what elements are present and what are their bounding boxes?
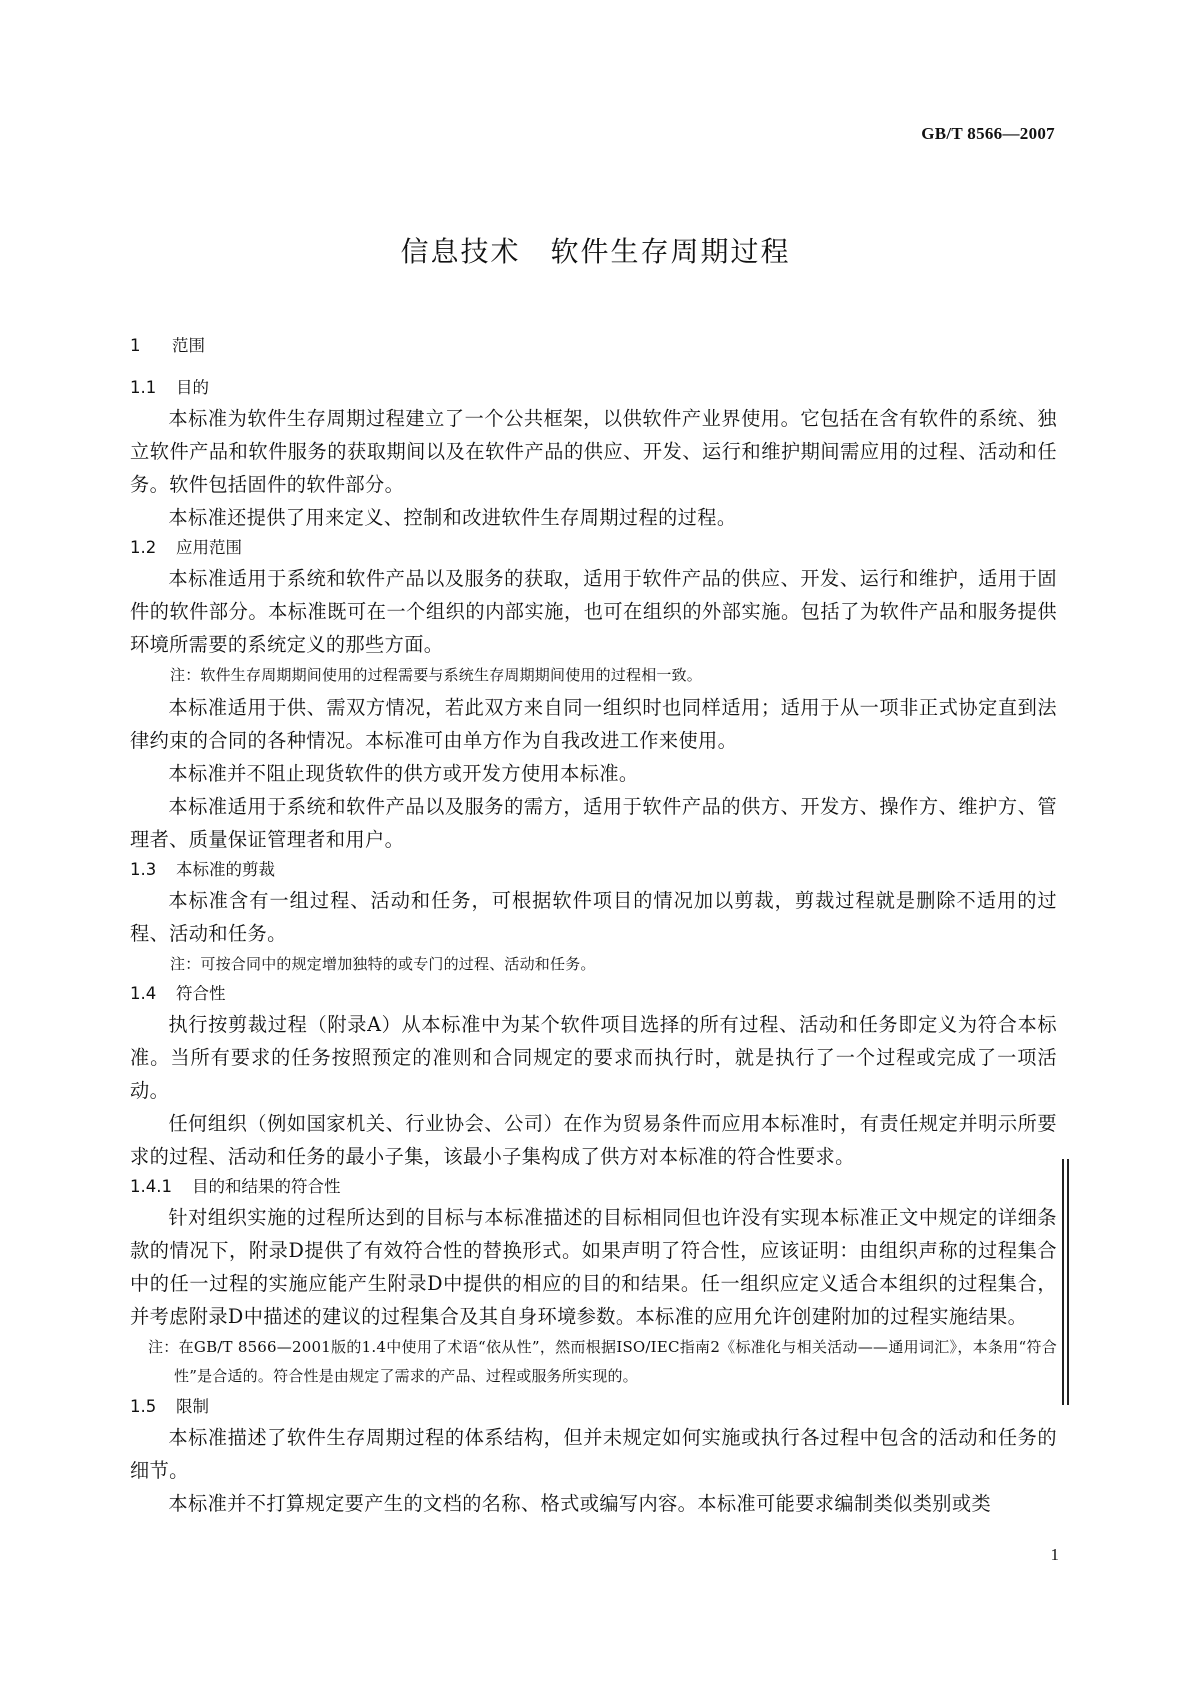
paragraph: 本标准并不打算规定要产生的文档的名称、格式或编写内容。本标准可能要求编制类似类别或类 — [168, 1492, 992, 1515]
paragraph: 本标准并不阻止现货软件的供方或开发方使用本标准。 — [168, 762, 639, 785]
paragraph: 本标准适用于系统和软件产品以及服务的获取，适用于软件产品的供应、开发、运行和维护，适用于固件的软件部分。本标准既可在一个组织的内部实施，也可在组织的外部实施。包括了为软件产品和服务提供环境所需要的系统定义的那些方面。 — [130, 567, 1057, 656]
section-1-3-heading — [130, 856, 1057, 884]
document-title: 信息技术 软件生存周期过程 — [400, 235, 791, 268]
section-number: 1.4.1 — [130, 1177, 172, 1196]
section-1-5-heading — [130, 1393, 1057, 1421]
paragraph: 本标准为软件生存周期过程建立了一个公共框架，以供软件产业界使用。它包括在含有软件的系统、独立软件产品和软件服务的获取期间以及在软件产品的供应、开发、运行和维护期间需应用的过程、活动和任务。软件包括固件的软件部分。 — [130, 407, 1057, 496]
section-title: 本标准的剪裁 — [176, 860, 275, 879]
paragraph: 本标准含有一组过程、活动和任务，可根据软件项目的情况加以剪裁，剪裁过程就是删除不适用的过程、活动和任务。 — [130, 889, 1057, 945]
section-title: 范围 — [172, 336, 205, 355]
section-1-4-heading — [130, 980, 1057, 1008]
section-title: 目的 — [176, 378, 209, 397]
paragraph: 针对组织实施的过程所达到的目标与本标准描述的目标相同但也许没有实现本标准正文中规定的详细条款的情况下，附录D提供了有效符合性的替换形式。如果声明了符合性，应该证明：由组织声称的过程集合中的任一过程的实施应能产生附录D中提供的相应的目的和结果。任一组织应定义适合本组织的过程集合，并考虑附录D中描述的建议的过程集合及其自身环境参数。本标准的应用允许创建附加的过程实施结果。 — [130, 1206, 1057, 1328]
section-title: 限制 — [176, 1397, 209, 1416]
section-title: 应用范围 — [176, 538, 242, 557]
section-1-2-heading — [130, 534, 1057, 562]
paragraph: 本标准适用于系统和软件产品以及服务的需方，适用于软件产品的供方、开发方、操作方、维护方、管理者、质量保证管理者和用户。 — [130, 795, 1057, 851]
section-title: 符合性 — [176, 984, 226, 1003]
section-1-heading — [130, 332, 1057, 360]
document-body — [130, 332, 1057, 1520]
section-number: 1 — [130, 336, 141, 355]
page-number: 1 — [1050, 1545, 1059, 1564]
section-1-1-heading — [130, 374, 1057, 402]
note: 注：可按合同中的规定增加独特的或专门的过程、活动和任务。 — [170, 955, 596, 973]
note: 注：软件生存周期期间使用的过程需要与系统生存周期期间使用的过程相一致。 — [170, 666, 703, 684]
section-title: 目的和结果的符合性 — [192, 1177, 341, 1196]
section-number: 1.4 — [130, 984, 157, 1003]
paragraph: 本标准适用于供、需双方情况，若此双方来自同一组织时也同样适用；适用于从一项非正式协定直到法律约束的合同的各种情况。本标准可由单方作为自我改进工作来使用。 — [130, 696, 1057, 752]
section-number: 1.2 — [130, 538, 157, 557]
section-number: 1.1 — [130, 378, 157, 397]
section-1-4-1-heading — [130, 1173, 1057, 1201]
standard-number: GB/T 8566—2007 — [921, 124, 1055, 143]
revision-change-bar — [1062, 1159, 1069, 1405]
paragraph: 本标准还提供了用来定义、控制和改进软件生存周期过程的过程。 — [168, 506, 737, 529]
note: 注：在GB/T 8566—2001版的1.4中使用了术语“依从性”，然而根据ISO/IEC指南2《标准化与相关活动——通用词汇》，本条用“符合性”是合适的。符合性是由规定了需求的产品、过程或服务所实现的。 — [148, 1338, 1057, 1385]
paragraph: 任何组织（例如国家机关、行业协会、公司）在作为贸易条件而应用本标准时，有责任规定并明示所要求的过程、活动和任务的最小子集，该最小子集构成了供方对本标准的符合性要求。 — [130, 1112, 1057, 1168]
section-number: 1.3 — [130, 860, 157, 879]
paragraph: 本标准描述了软件生存周期过程的体系结构，但并未规定如何实施或执行各过程中包含的活动和任务的细节。 — [130, 1426, 1057, 1482]
section-number: 1.5 — [130, 1397, 157, 1416]
paragraph: 执行按剪裁过程（附录A）从本标准中为某个软件项目选择的所有过程、活动和任务即定义为符合本标准。当所有要求的任务按照预定的准则和合同规定的要求而执行时，就是执行了一个过程或完成了一项活动。 — [130, 1013, 1057, 1102]
